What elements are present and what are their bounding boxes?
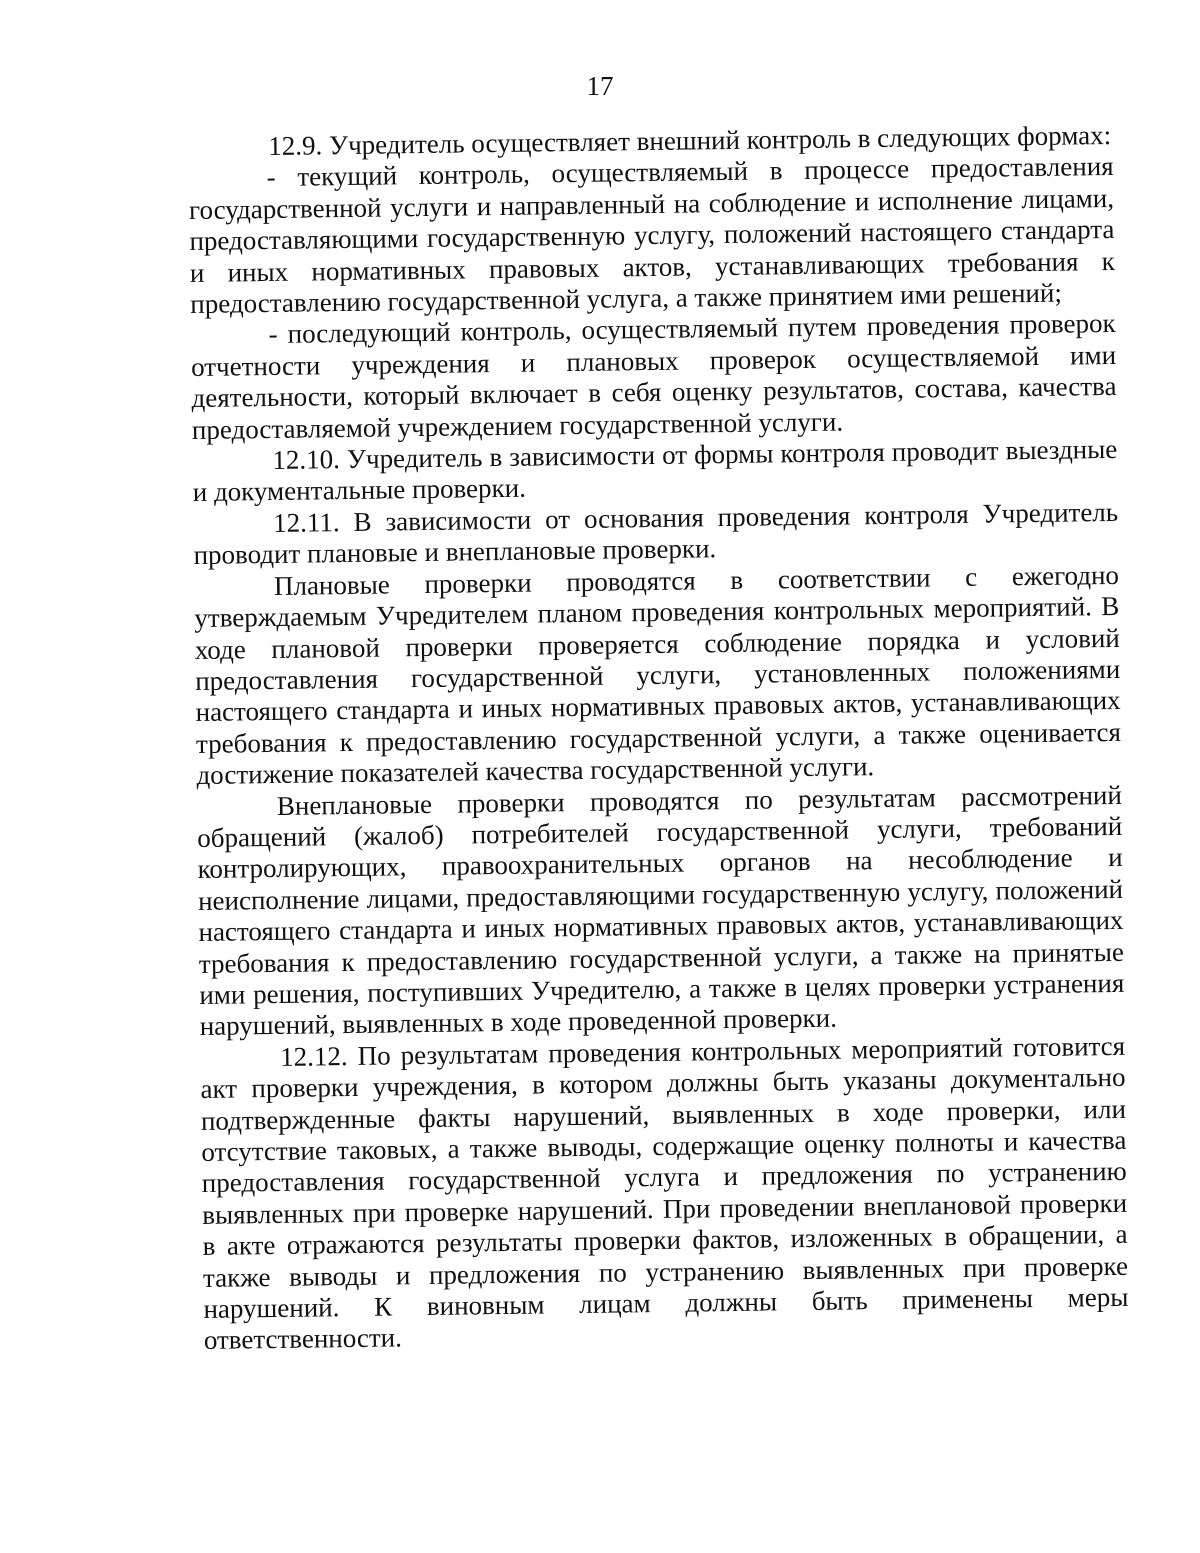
- paragraph-12-10: 12.10. Учредитель в зависимости от формы контроля проводит выездные и документальные проверки.: [192, 433, 1118, 508]
- paragraph-subsequent-control: - последующий контроль, осуществляемый путем проведения проверок отчетности учреждения и плановых проверок осуществляемой ими деятельности, который включает в себя оценку результатов, состава, качества предоставляемой учреждением государственной услуги.: [190, 308, 1117, 445]
- paragraph-12-11: 12.11. В зависимости от основания проведения контроля Учредитель проводит плановые и внеплановые проверки.: [193, 496, 1119, 571]
- paragraph-current-control: - текущий контроль, осуществляемый в процессе предоставления государственной услуги и направленный на соблюдение и исполнение лицами, предоставляющими государственную услугу, положений настоящего стандарта и иных нормативных правовых актов, устанавливающих требования к предоставлению государственной услуга, а также принятием ими решений;: [188, 151, 1115, 320]
- paragraph-planned-inspections: Плановые проверки проводятся в соответствии с ежегодно утверждаемым Учредителем планом проведения контрольных мероприятий. В ходе плановой проверки проверяется соблюдение порядка и условий предоставления государственной услуги, установленных положениями настоящего стандарта и иных нормативных правовых актов, устанавливающих требования к предоставлению государственной услуги, а также оценивается достижение показателей качества государственной услуги.: [194, 559, 1122, 791]
- paragraph-12-9: 12.9. Учредитель осуществляет внешний контроль в следующих формах:: [268, 119, 1112, 162]
- paragraph-12-12: 12.12. По результатам проведения контрольных мероприятий готовится акт проверки учреждения, в котором должны быть указаны документально подтвержденные факты нарушений, выявленных в ходе проверки, или отсутствие таковых, а также выводы, содержащие оценку полноты и качества предоставления государственной услуга и предложения по устранению выявленных при проверке нарушений. При проведении внеплановой проверки в акте отражаются результаты проверки фактов, изложенных в обращении, а также выводы и предложения по устранению выявленных при проверке нарушений. К виновным лицам должны быть применены меры ответственности.: [200, 1030, 1129, 1356]
- document-body: [188, 120, 1129, 1357]
- page-number: 17: [586, 71, 614, 101]
- paragraph-unplanned-inspections: Внеплановые проверки проводятся по результатам рассмотрений обращений (жалоб) потребителей государственной услуги, требований контролирующих, правоохранительных органов на несоблюдение и неисполнение лицами, предоставляющими государственную услугу, положений настоящего стандарта и иных нормативных правовых актов, устанавливающих требования к предоставлению государственной услуги, а также на принятые ими решения, поступивших Учредителю, а также в целях проверки устранения нарушений, выявленных в ходе проведенной проверки.: [197, 779, 1125, 1042]
